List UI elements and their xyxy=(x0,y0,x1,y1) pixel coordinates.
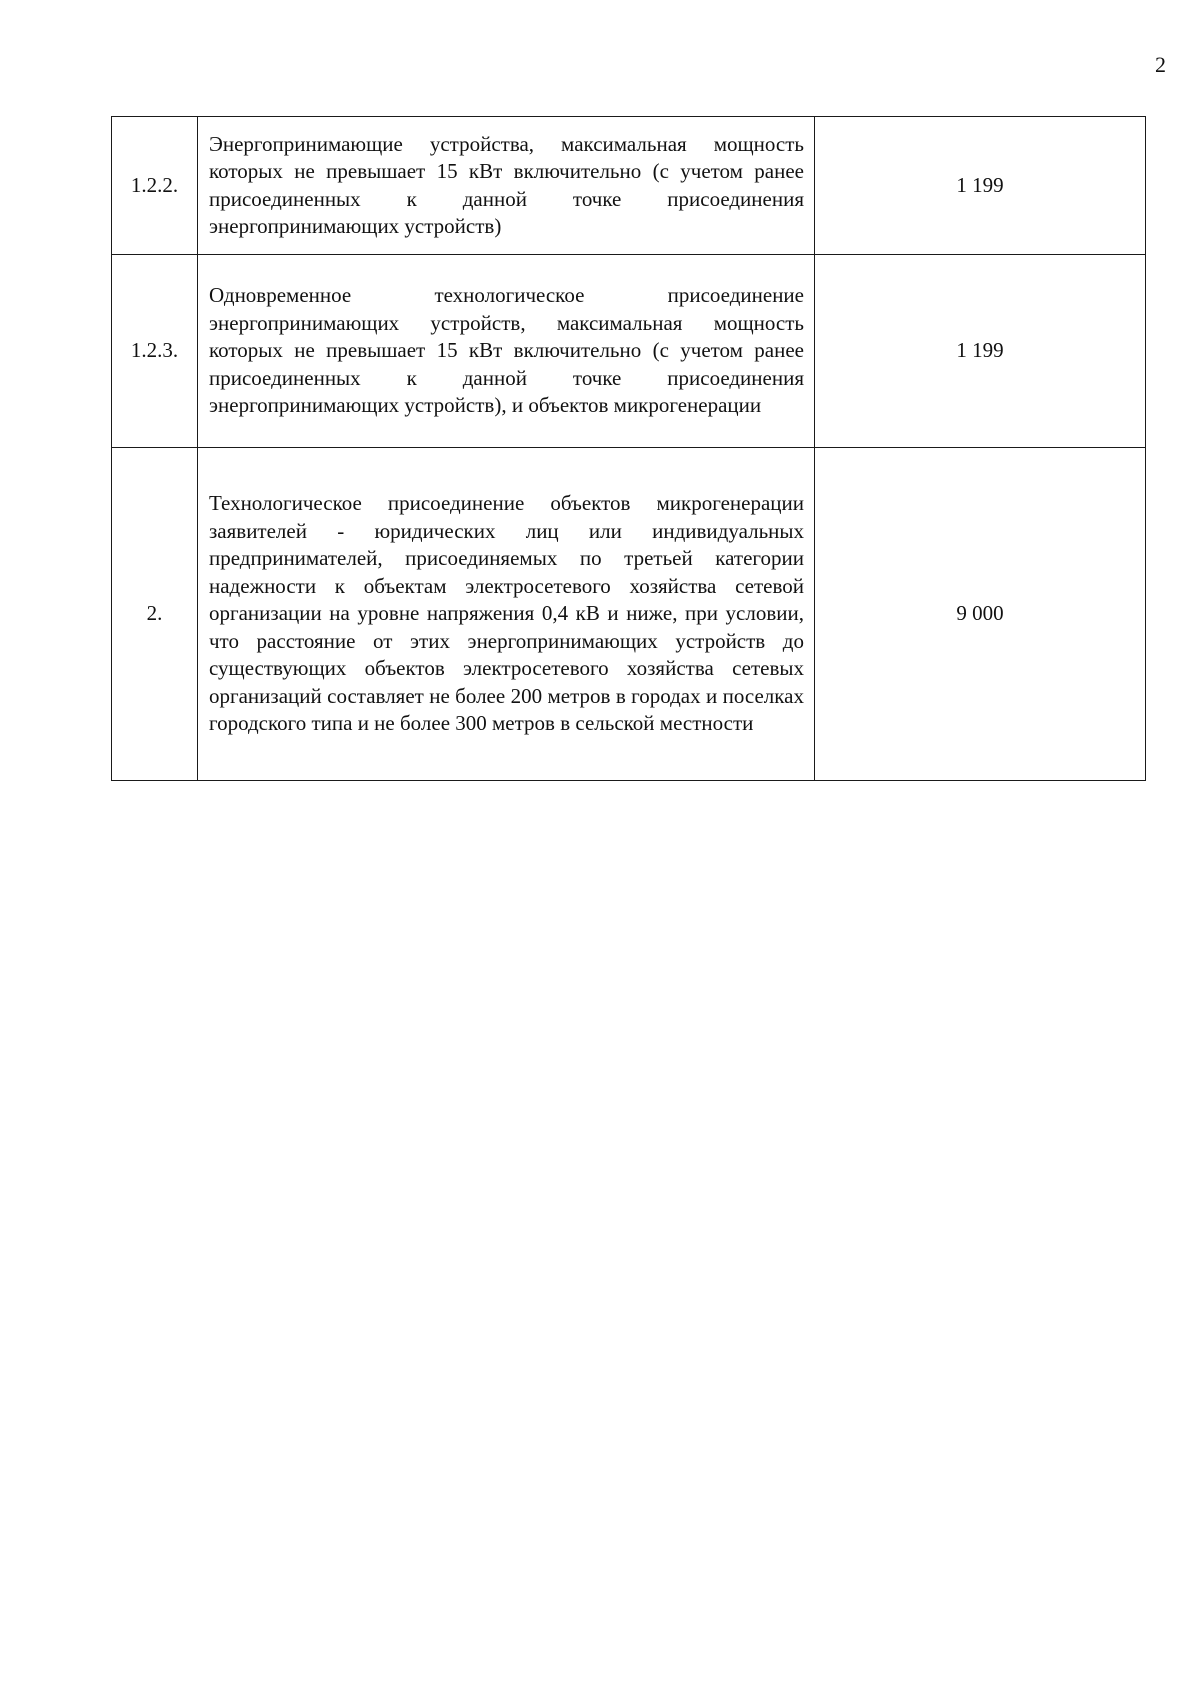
table-row xyxy=(112,255,1146,448)
table-row xyxy=(112,448,1146,781)
row-value: 9 000 xyxy=(815,448,1146,781)
table-row xyxy=(112,117,1146,255)
row-description: Технологическое присоединение объектов микрогенерации заявителей - юридических лиц или индивидуальных предпринимателей, присоединяемых по третьей категории надежности к объектам электросетевого хозяйства сетевой организации на уровне напряжения 0,4 кВ и ниже, при условии, что расстояние от этих энергопринимающих устройств до существующих объектов электросетевого хозяйства сетевых организаций составляет не более 200 метров в городах и поселках городского типа и не более 300 метров в сельской местности xyxy=(198,448,815,781)
row-number: 1.2.3. xyxy=(112,255,198,448)
row-description: Одновременное технологическое присоединение энергопринимающих устройств, максимальная мощность которых не превышает 15 кВт включительно (с учетом ранее присоединенных к данной точке присоединения энергопринимающих устройств), и объектов микрогенерации xyxy=(198,255,815,448)
row-description: Энергопринимающие устройства, максимальная мощность которых не превышает 15 кВт включительно (с учетом ранее присоединенных к данной точке присоединения энергопринимающих устройств) xyxy=(198,117,815,255)
tariff-table xyxy=(111,116,1146,781)
row-value: 1 199 xyxy=(815,255,1146,448)
page-number: 2 xyxy=(1155,52,1166,77)
row-value: 1 199 xyxy=(815,117,1146,255)
row-number: 2. xyxy=(112,448,198,781)
row-number: 1.2.2. xyxy=(112,117,198,255)
